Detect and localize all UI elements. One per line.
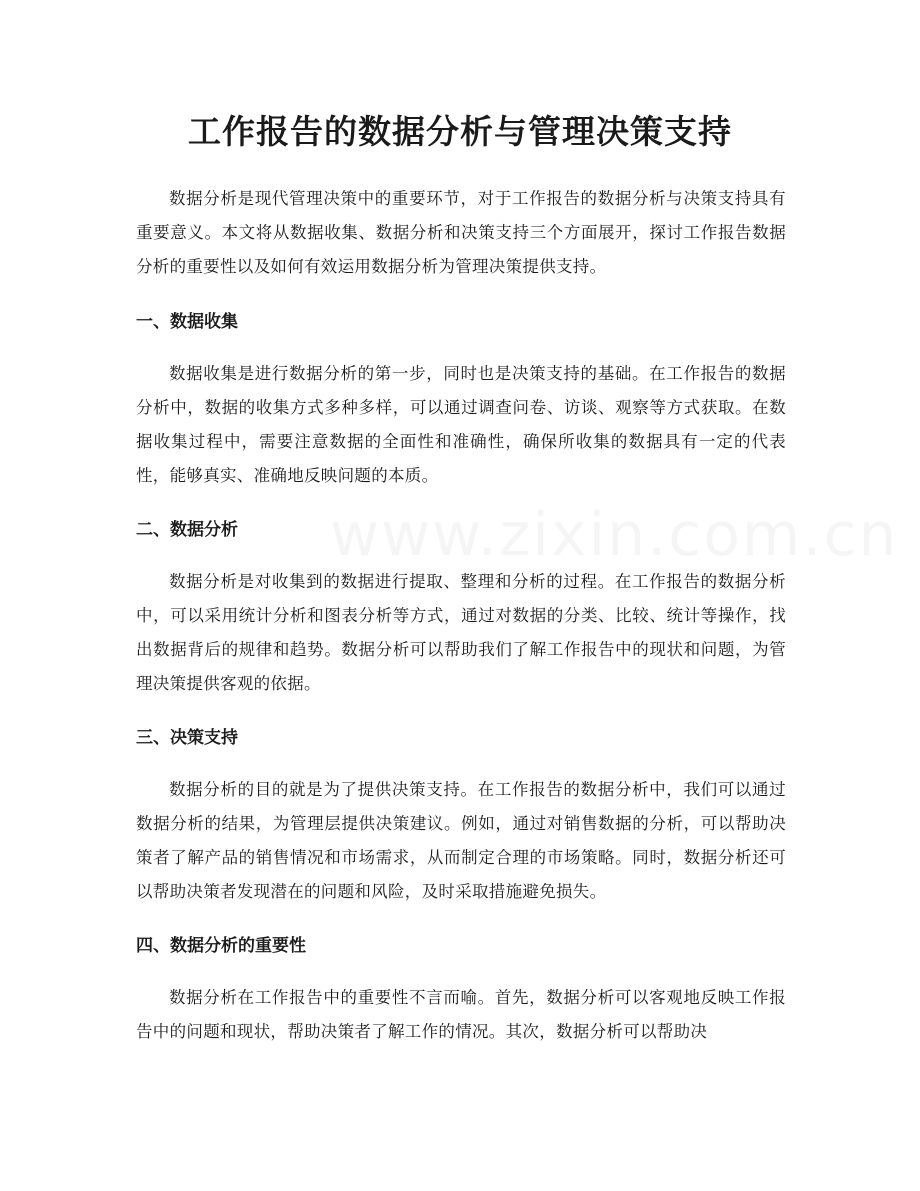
section-heading-2: 二、数据分析: [136, 520, 238, 540]
intro-paragraph: 数据分析是现代管理决策中的重要环节，对于工作报告的数据分析与决策支持具有重要意义。本文将从数据收集、数据分析和决策支持三个方面展开，探讨工作报告数据分析的重要性以及如何有效运用数据分析为管理决策提供支持。: [136, 189, 786, 276]
document-title: 工作报告的数据分析与管理决策支持: [188, 112, 732, 151]
section-heading-1: 一、数据收集: [136, 312, 238, 332]
section-body-2: 数据分析是对收集到的数据进行提取、整理和分析的过程。在工作报告的数据分析中，可以采用统计分析和图表分析等方式，通过对数据的分类、比较、统计等操作，找出数据背后的规律和趋势。数据分析可以帮助我们了解工作报告中的现状和问题，为管理决策提供客观的依据。: [136, 572, 786, 693]
section-heading-4: 四、数据分析的重要性: [136, 936, 306, 956]
section-body-3: 数据分析的目的就是为了提供决策支持。在工作报告的数据分析中，我们可以通过数据分析的结果，为管理层提供决策建议。例如，通过对销售数据的分析，可以帮助决策者了解产品的销售情况和市场需求，从而制定合理的市场策略。同时，数据分析还可以帮助决策者发现潜在的问题和风险，及时采取措施避免损失。: [136, 780, 786, 901]
section-heading-3: 三、决策支持: [136, 728, 238, 748]
section-body-4: 数据分析在工作报告中的重要性不言而喻。首先，数据分析可以客观地反映工作报告中的问题和现状，帮助决策者了解工作的情况。其次，数据分析可以帮助决: [136, 988, 786, 1041]
watermark: [330, 500, 898, 570]
section-body-1: 数据收集是进行数据分析的第一步，同时也是决策支持的基础。在工作报告的数据分析中，数据的收集方式多种多样，可以通过调查问卷、访谈、观察等方式获取。在数据收集过程中，需要注意数据的全面性和准确性，确保所收集的数据具有一定的代表性，能够真实、准确地反映问题的本质。: [136, 364, 786, 485]
